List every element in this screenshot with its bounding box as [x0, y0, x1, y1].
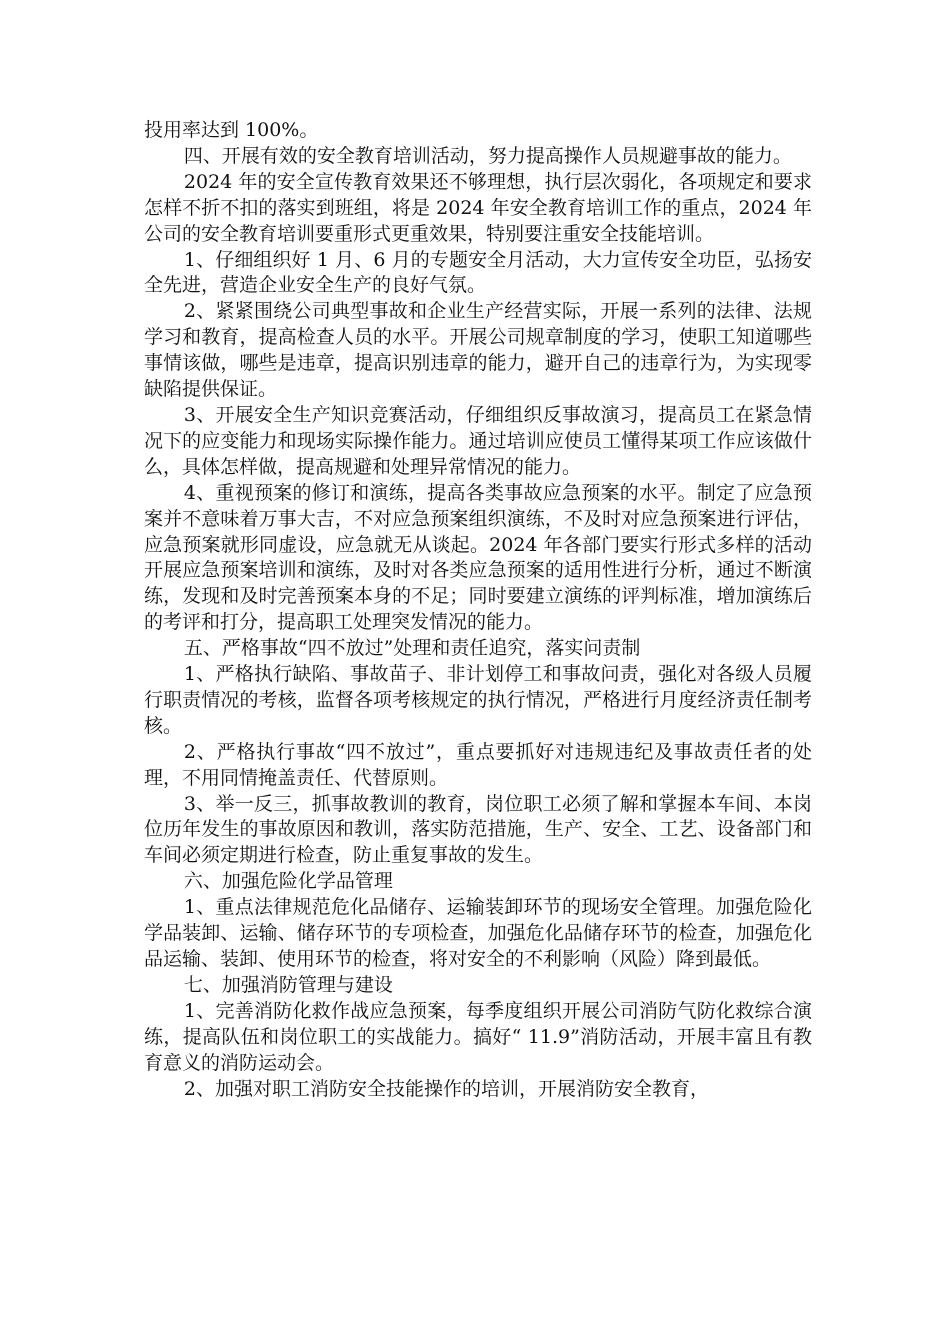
document-page: [144, 118, 812, 1102]
list-item: 3、开展安全生产知识竞赛活动，仔细组织反事故演习，提高员工在紧急情况下的应变能力和现场实际操作能力。通过培训应使员工懂得某项工作应该做什么，具体怎样做，提高规避和处理异常情况的能力。: [144, 403, 812, 478]
list-item: 3、举一反三，抓事故教训的教育，岗位职工必须了解和掌握本车间、本岗位历年发生的事故原因和教训，落实防范措施，生产、安全、工艺、设备部门和车间必须定期进行检查，防止重复事故的发生。: [144, 792, 812, 867]
list-item: 1、严格执行缺陷、事故苗子、非计划停工和事故问责，强化对各级人员履行职责情况的考核，监督各项考核规定的执行情况，严格进行月度经济责任制考核。: [144, 663, 812, 737]
paragraph: 2024 年的安全宣传教育效果还不够理想，执行层次弱化，各项规定和要求怎样不折不扣的落实到班组，将是 2024 年安全教育培训工作的重点，2024 年公司的安全教育培训要重形式更重效果，特别要注重安全技能培训。: [144, 170, 812, 245]
list-item: 1、重点法律规范危化品储存、运输装卸环节的现场安全管理。加强危险化学品装卸、运输、储存环节的专项检查，加强危化品储存环节的检查，加强危化品运输、装卸、使用环节的检查，将对安全的不利影响（风险）降到最低。: [144, 896, 812, 970]
list-item: 2、紧紧围绕公司典型事故和企业生产经营实际，开展一系列的法律、法规学习和教育，提高检查人员的水平。开展公司规章制度的学习，使职工知道哪些事情该做，哪些是违章，提高识别违章的能力，避开自己的违章行为，为实现零缺陷提供保证。: [144, 300, 812, 401]
section-heading-4: 四、开展有效的安全教育培训活动，努力提高操作人员规避事故的能力。: [183, 144, 792, 167]
list-item: 1、完善消防化救作战应急预案，每季度组织开展公司消防气防化救综合演练，提高队伍和岗位职工的实战能力。搞好“ 11.9”消防活动，开展丰富且有教育意义的消防运动会。: [144, 999, 812, 1074]
section-heading-6: 六、加强危险化学品管理: [183, 870, 393, 893]
list-item: 2、加强对职工消防安全技能操作的培训，开展消防安全教育，: [183, 1077, 709, 1100]
section-heading-5: 五、严格事故“四不放过”处理和责任追究，落实问责制: [183, 637, 641, 660]
list-item: 2、严格执行事故“四不放过”，重点要抓好对违规违纪及事故责任者的处理，不用同情掩盖责任、代替原则。: [144, 740, 812, 789]
list-item: 1、仔细组织好 1 月、6 月的专题安全月活动，大力宣传安全功臣，弘扬安全先进，营造企业安全生产的良好气氛。: [144, 248, 812, 297]
list-item: 4、重视预案的修订和演练，提高各类事故应急预案的水平。制定了应急预案并不意味着万事大吉，不对应急预案组织演练，不及时对应急预案进行评估，应急预案就形同虚设，应急就无从谈起。2024 年各部门要实行形式多样的活动开展应急预案培训和演练，及时对各类应急预案的适用性进行分析，通过不断演练，发现和及时完善预案本身的不足；同时要建立演练的评判标准，增加演练后的考评和打分，提高职工处理突发情况的能力。: [144, 481, 812, 634]
paragraph-continuation: 投用率达到 100%。: [144, 119, 319, 141]
section-heading-7: 七、加强消防管理与建设: [183, 973, 393, 996]
